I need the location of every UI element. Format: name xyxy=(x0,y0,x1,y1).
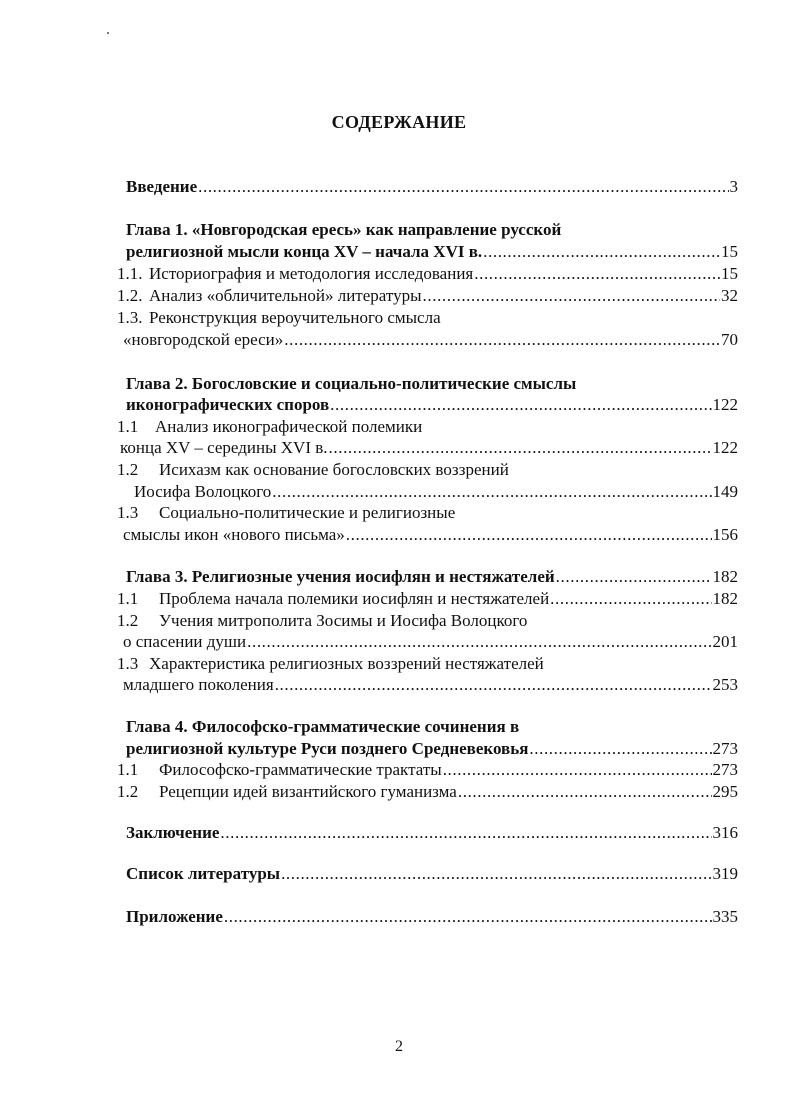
toc-label: Список литературы xyxy=(126,864,281,883)
dot-leader xyxy=(220,822,711,844)
section-title: Рецепции идей византийского гуманизма xyxy=(159,782,457,801)
toc-entry-1-3-line1 xyxy=(117,307,441,331)
section-number: 1.1 xyxy=(117,417,139,436)
section-number: 1.1 xyxy=(117,589,139,608)
toc-chapter-2-title-line1: Глава 2. Богословские и социально-политические смыслы xyxy=(126,374,577,393)
toc-entry-introduction[interactable] xyxy=(126,176,738,200)
toc-entry-3-1[interactable] xyxy=(117,588,738,612)
dot-leader xyxy=(247,631,711,653)
toc-entry-3-3[interactable] xyxy=(123,674,738,698)
toc-entry-appendix[interactable] xyxy=(126,906,738,930)
section-title: Учения митрополита Зосимы и Иосифа Волоцкого xyxy=(159,611,528,630)
toc-label: о спасении души xyxy=(123,632,247,651)
section-title: Исихазм как основание богословских воззрений xyxy=(159,460,509,479)
toc-page: 3 xyxy=(729,177,738,196)
section-title: Характеристика религиозных воззрений нестяжателей xyxy=(149,654,544,673)
toc-label: Приложение xyxy=(126,907,223,926)
toc-label xyxy=(117,781,457,803)
toc-entry-chapter-2[interactable] xyxy=(126,394,738,418)
section-title: Социально-политические и религиозные xyxy=(159,503,456,522)
toc-label: младшего поколения xyxy=(123,675,274,694)
toc-chapter-1-title-line1: Глава 1. «Новгородская ересь» как направление русской xyxy=(126,220,562,239)
toc-label xyxy=(117,263,473,285)
toc-page: 32 xyxy=(721,286,738,305)
toc-page: 253 xyxy=(712,675,738,694)
toc-entry-conclusion[interactable] xyxy=(126,822,738,846)
section-title: Анализ «обличительной» литературы xyxy=(149,286,422,305)
dot-leader xyxy=(556,566,712,588)
dot-leader xyxy=(284,329,720,351)
page-title: СОДЕРЖАНИЕ xyxy=(331,112,467,132)
toc-label xyxy=(117,759,442,781)
toc-entry-2-1[interactable] xyxy=(120,437,738,461)
toc-entry-2-2-line1 xyxy=(117,459,509,483)
section-number: 1.2 xyxy=(117,460,139,479)
toc-entry-1-2[interactable] xyxy=(117,285,738,309)
section-title: Историография и методология исследования xyxy=(149,264,474,283)
section-number: 1.2 xyxy=(117,611,139,630)
toc-label: религиозной культуре Руси позднего Средневековья xyxy=(126,739,529,758)
toc-page: 122 xyxy=(712,438,738,457)
dot-leader xyxy=(443,759,712,781)
toc-entry-4-2[interactable] xyxy=(117,781,738,805)
section-number: 1.3 xyxy=(117,654,139,673)
toc-entry-1-1[interactable] xyxy=(117,263,738,287)
toc-page: 156 xyxy=(712,525,738,544)
toc-entry-4-1[interactable] xyxy=(117,759,738,783)
toc-page: 70 xyxy=(721,330,738,349)
toc-page: 15 xyxy=(721,264,738,283)
toc-page: 182 xyxy=(712,589,738,608)
section-number: 1.1 xyxy=(117,760,139,779)
toc-entry-3-2[interactable] xyxy=(123,631,738,655)
dot-leader xyxy=(330,394,711,416)
toc-entry-1-3[interactable] xyxy=(123,329,738,353)
dot-leader xyxy=(329,437,712,459)
section-number: 1.3. xyxy=(117,308,143,327)
section-number: 1.2. xyxy=(117,286,143,305)
toc-entry-chapter-1[interactable] xyxy=(126,241,738,265)
toc-page: 122 xyxy=(712,395,738,414)
toc-label: Иосифа Волоцкого xyxy=(134,482,272,501)
toc-label: Глава 3. Религиозные учения иосифлян и нестяжателей xyxy=(126,567,555,586)
toc-page: 201 xyxy=(712,632,738,651)
dot-leader xyxy=(483,241,720,263)
dot-leader xyxy=(275,674,712,696)
toc-label: «новгородской ереси» xyxy=(123,330,284,349)
toc-label xyxy=(117,285,422,307)
section-number: 1.3 xyxy=(117,503,139,522)
dot-leader xyxy=(458,781,712,803)
toc-page: 273 xyxy=(712,739,738,758)
dot-leader xyxy=(346,524,712,546)
section-title: Философско-грамматические трактаты xyxy=(159,760,442,779)
toc-label: религиозной мысли конца XV – начала XVI в. xyxy=(126,242,483,261)
toc-entry-chapter-3[interactable] xyxy=(126,566,738,590)
toc-page: 335 xyxy=(712,907,738,926)
toc-page: 15 xyxy=(721,242,738,261)
toc-page: 273 xyxy=(712,760,738,779)
dot-leader xyxy=(281,863,711,885)
dot-leader xyxy=(474,263,720,285)
dot-leader xyxy=(529,738,711,760)
toc-label xyxy=(117,588,549,610)
toc-label: Введение xyxy=(126,177,198,196)
toc-page: 316 xyxy=(712,823,738,842)
toc-page: 149 xyxy=(712,482,738,501)
toc-label: конца XV – середины XVI в. xyxy=(120,438,328,457)
section-title: Анализ иконографической полемики xyxy=(155,417,423,436)
section-title: Реконструкция вероучительного смысла xyxy=(149,308,441,327)
section-number: 1.2 xyxy=(117,782,139,801)
toc-page: 319 xyxy=(712,864,738,883)
dot-leader xyxy=(272,481,711,503)
toc-label: смыслы икон «нового письма» xyxy=(123,525,345,544)
dot-leader xyxy=(550,588,711,610)
dot-leader xyxy=(423,285,720,307)
section-title: Проблема начала полемики иосифлян и нестяжателей xyxy=(159,589,550,608)
toc-page: 295 xyxy=(712,782,738,801)
scan-speck xyxy=(107,32,109,34)
toc-label: иконографических споров xyxy=(126,395,330,414)
toc-entry-bibliography[interactable] xyxy=(126,863,738,887)
toc-chapter-4-title-line1: Глава 4. Философско-грамматические сочинения в xyxy=(126,717,520,736)
page-number: 2 xyxy=(395,1038,403,1055)
toc-entry-2-3[interactable] xyxy=(123,524,738,548)
section-number: 1.1. xyxy=(117,264,143,283)
dot-leader xyxy=(198,176,728,198)
toc-page: 182 xyxy=(712,567,738,586)
toc-label: Заключение xyxy=(126,823,220,842)
toc-entry-2-3-line1 xyxy=(117,502,455,526)
dot-leader xyxy=(224,906,712,928)
